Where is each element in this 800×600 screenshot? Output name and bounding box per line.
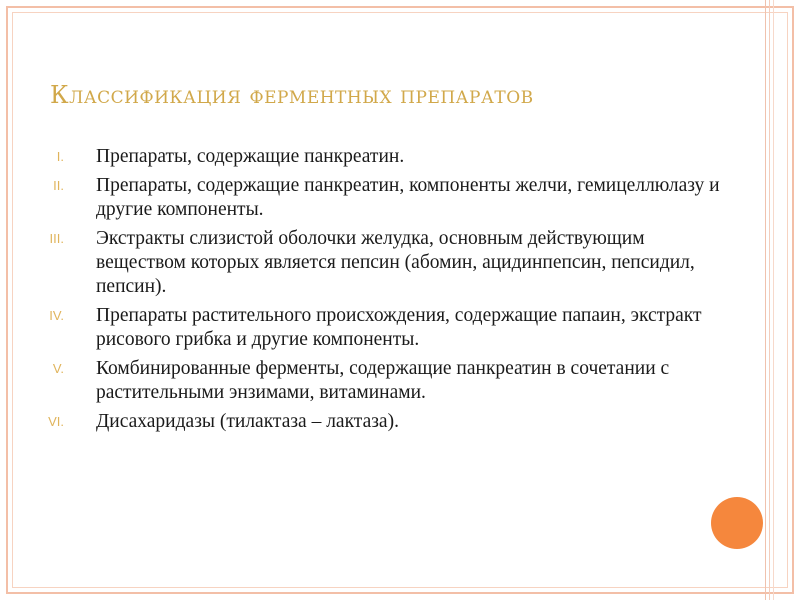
list-item-text: Комбинированные ферменты, содержащие панкреатин в сочетании с растительными энзимами, витаминами.	[96, 358, 670, 403]
list-item-numeral: V.	[52, 361, 64, 376]
list-item	[0, 174, 720, 222]
decorative-circle	[711, 497, 763, 549]
decorative-vertical-line	[773, 0, 774, 600]
list-item-text: Дисахаридазы (тилактаза – лактаза).	[96, 411, 399, 432]
list-item-numeral: III.	[49, 231, 64, 246]
decorative-vertical-line	[769, 0, 770, 600]
list-item-numeral: VI.	[48, 414, 64, 429]
classification-list	[0, 145, 720, 439]
list-item	[0, 410, 720, 434]
list-item-numeral: I.	[56, 149, 64, 164]
list-item	[0, 357, 720, 405]
list-item	[0, 145, 720, 169]
list-item-numeral: IV.	[49, 308, 64, 323]
decorative-vertical-line	[765, 0, 766, 600]
list-item-numeral: II.	[53, 178, 64, 193]
slide-title: Классификация ферментных препаратов	[50, 81, 534, 109]
list-item-text: Препараты растительного происхождения, содержащие папаин, экстракт рисового грибка и другие компоненты.	[96, 305, 702, 350]
list-item	[0, 304, 720, 352]
list-item	[0, 227, 720, 299]
list-item-text: Препараты, содержащие панкреатин.	[96, 146, 405, 167]
list-item-text: Экстракты слизистой оболочки желудка, основным действующим веществом которых является пепсин (абомин, ацидинпепсин, пепсидил, пепсин).	[96, 228, 695, 297]
list-item-text: Препараты, содержащие панкреатин, компоненты желчи, гемицеллюлазу и другие компоненты.	[96, 175, 720, 220]
